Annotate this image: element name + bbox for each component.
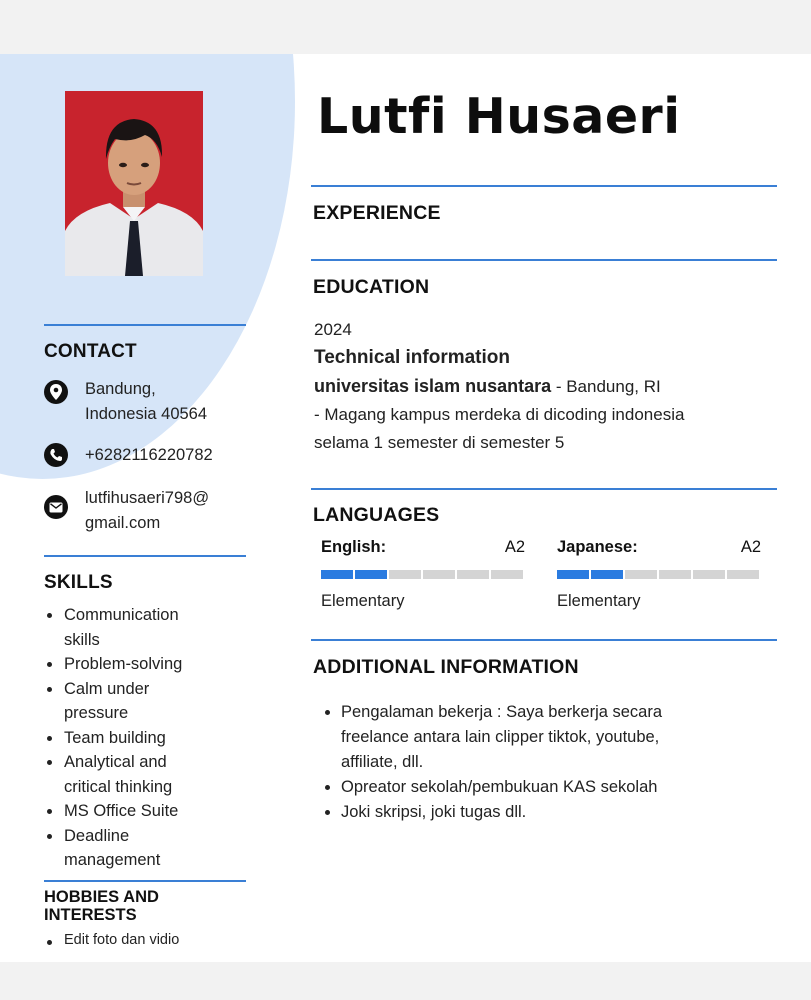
education-entry	[314, 316, 778, 457]
contact-title: CONTACT	[44, 341, 137, 362]
address-line-1: Bandung,	[85, 380, 156, 398]
skill-item: Analytical and critical thinking	[44, 750, 246, 799]
language-bar-segment	[693, 570, 725, 579]
education-location: - Bandung, RI	[551, 377, 661, 396]
language-description: Elementary	[321, 592, 405, 610]
language-bar-segment	[355, 570, 387, 579]
skill-item: Deadline management	[44, 824, 246, 873]
language-description: Elementary	[557, 592, 641, 610]
languages-title: LANGUAGES	[313, 504, 440, 526]
email-line-1[interactable]: lutfihusaeri798@	[85, 489, 210, 507]
language-bar-segment	[491, 570, 523, 579]
skills-title: SKILLS	[44, 572, 113, 593]
sidebar-divider	[44, 880, 246, 882]
address-line-2: Indonesia 40564	[85, 405, 208, 423]
skills-list	[44, 603, 246, 873]
education-school: universitas islam nusantara	[314, 376, 552, 396]
language-level-bar	[557, 570, 761, 579]
skill-item: Problem-solving	[44, 652, 246, 677]
resume-name: Lutfi Husaeri	[317, 88, 681, 145]
skill-item: Communication skills	[44, 603, 246, 652]
contact-email	[44, 486, 209, 536]
language-name: English:	[321, 538, 387, 556]
language-japanese	[557, 538, 761, 611]
education-desc-line-2: selama 1 semester di semester 5	[314, 433, 565, 452]
language-bar-segment	[457, 570, 489, 579]
email-line-2[interactable]: gmail.com	[85, 514, 161, 532]
additional-info-title: ADDITIONAL INFORMATION	[313, 656, 579, 678]
phone-icon	[44, 443, 68, 467]
language-english	[321, 538, 525, 611]
language-level: A2	[740, 538, 761, 556]
experience-title: EXPERIENCE	[313, 202, 441, 224]
education-degree: Technical information	[314, 347, 511, 368]
contact-address	[44, 377, 207, 427]
hobby-item: Edit foto dan vidio	[44, 930, 246, 950]
language-bar-segment	[557, 570, 589, 579]
education-school-line	[314, 372, 778, 401]
mail-icon	[44, 495, 68, 519]
profile-photo	[65, 91, 203, 276]
section-divider	[311, 259, 777, 261]
resume-page	[0, 54, 811, 962]
info-item: Opreator sekolah/pembukuan KAS sekolah	[311, 775, 777, 800]
sidebar-divider	[44, 324, 246, 326]
education-desc-line-1: - Magang kampus merdeka di dicoding indonesia	[314, 405, 685, 424]
section-divider	[311, 639, 777, 641]
language-bar-segment	[727, 570, 759, 579]
section-divider	[311, 185, 777, 187]
language-bar-segment	[389, 570, 421, 579]
info-item: Joki skripsi, joki tugas dll.	[311, 800, 777, 825]
contact-phone	[44, 443, 213, 468]
skill-item: Team building	[44, 726, 246, 751]
skill-item: Calm under pressure	[44, 677, 246, 726]
hobbies-title: HOBBIES AND INTERESTS	[44, 888, 159, 924]
language-name: Japanese:	[557, 538, 638, 556]
info-item: Pengalaman bekerja : Saya berkerja secara freelance antara lain clipper tiktok, youtube, affiliate, dll.	[311, 700, 777, 775]
sidebar-divider	[44, 555, 246, 557]
section-divider	[311, 488, 777, 490]
language-level-bar	[321, 570, 525, 579]
skill-item: MS Office Suite	[44, 799, 246, 824]
additional-info-list	[311, 700, 777, 825]
language-bar-segment	[591, 570, 623, 579]
education-year: 2024	[314, 320, 352, 339]
language-bar-segment	[625, 570, 657, 579]
location-pin-icon	[44, 380, 68, 404]
language-level: A2	[504, 538, 525, 556]
language-bar-segment	[423, 570, 455, 579]
phone-number[interactable]: +6282116220782	[85, 446, 213, 464]
hobbies-list	[44, 930, 246, 950]
education-title: EDUCATION	[313, 276, 430, 298]
language-bar-segment	[659, 570, 691, 579]
language-bar-segment	[321, 570, 353, 579]
